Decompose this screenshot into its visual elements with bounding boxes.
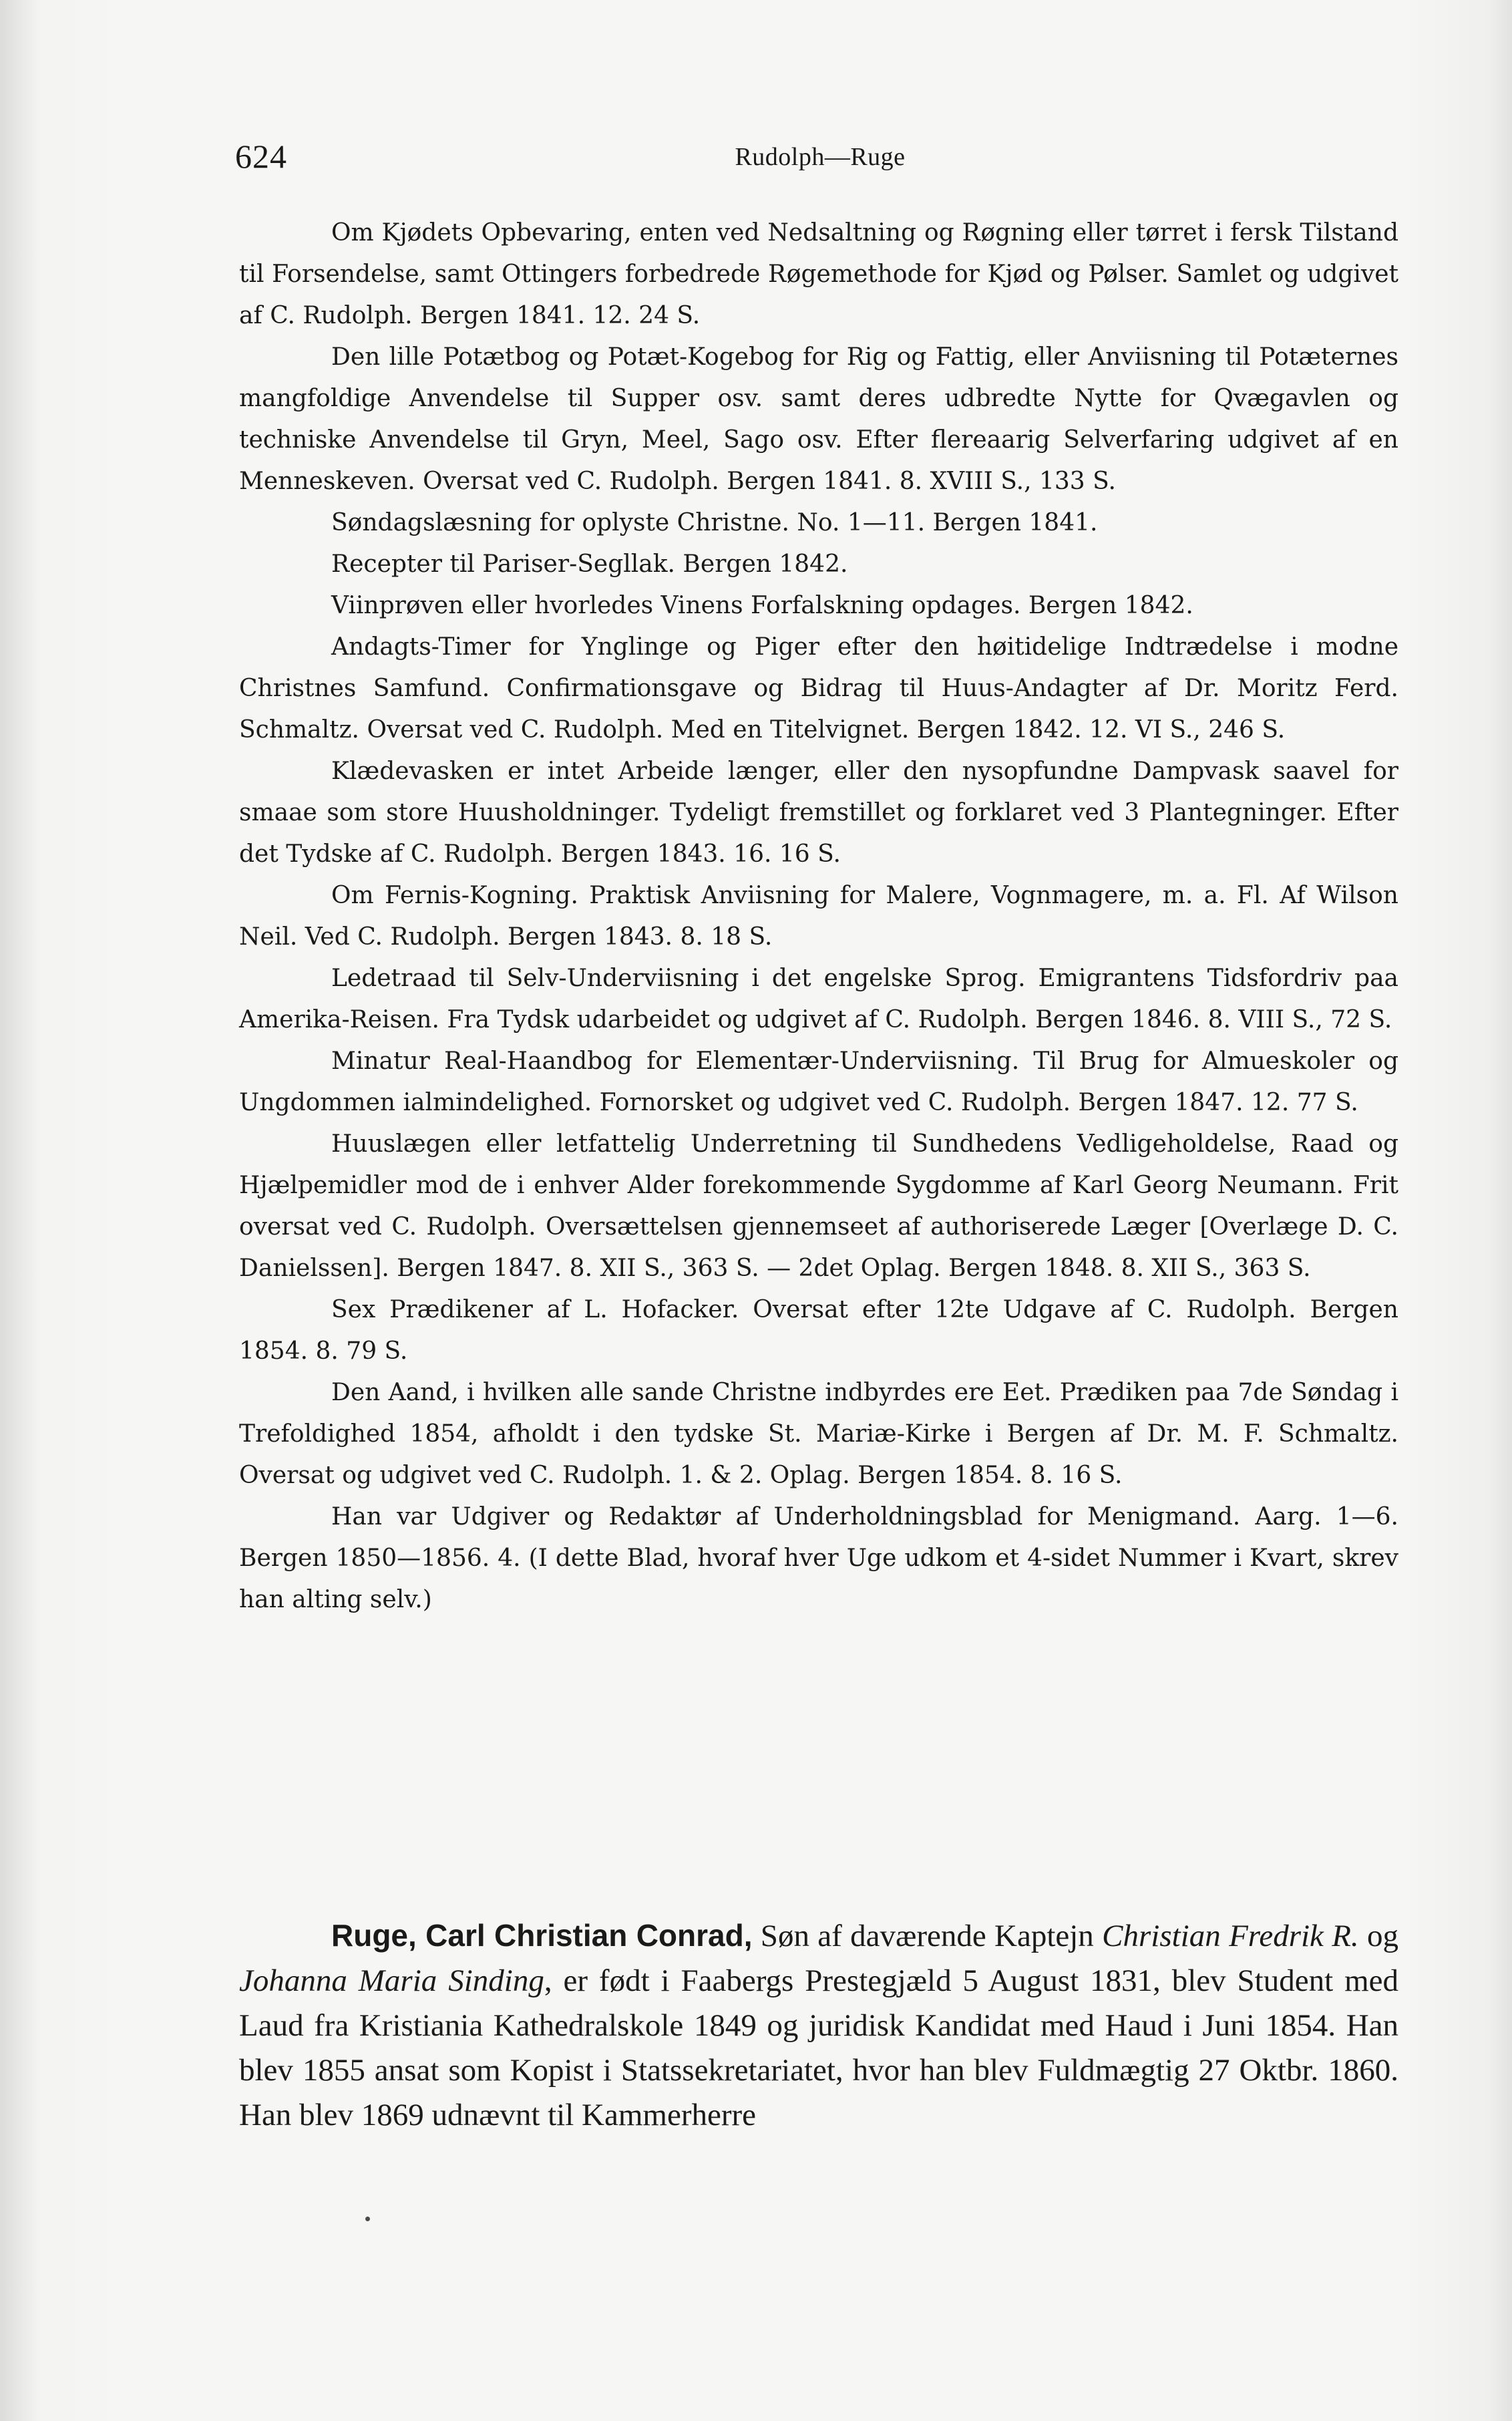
page-header (235, 137, 1405, 184)
biography-paragraph (239, 1913, 1398, 2138)
mother-name: Johanna Maria Sinding (239, 1963, 544, 1998)
biography-name: Ruge, Carl Christian Conrad, (331, 1918, 753, 1953)
biography-text: Søn af daværende Kaptejn (752, 1919, 1103, 1953)
page-number: 624 (235, 138, 287, 175)
bibliography-entry: Recepter til Pariser-Segllak. Bergen 1842. (331, 550, 848, 578)
bibliography-entry: Ledetraad til Selv-Underviisning i det engelske Sprog. Emigrantens Tidsfordriv paa Amerika-Reisen. Fra Tydsk udarbeidet og udgivet af C. Rudolph. Bergen 1846. 8. VIII S., 72 S. (239, 965, 1398, 1033)
bibliography-entry: Andagts-Timer for Ynglinge og Piger efter den høitidelige Indtrædelse i modne Christnes Samfund. Confirmationsgave og Bidrag til Huus-Andagter af Dr. Moritz Ferd. Schmaltz. Oversat ved C. Rudolph. Med en Titelvignet. Bergen 1842. 12. VI S., 246 S. (239, 633, 1398, 744)
biography-text: , er født i Faabergs Prestegjæld 5 August 1831, blev Student med Laud fra Kristiania Kathedralskole 1849 og juridisk Kandidat med Haud i Juni 1854. Han blev 1855 ansat som Kopist i Statssekretariatet, hvor han blev Fuldmægtig 27 Oktbr. 1860. Han blev 1869 udnævnt til Kammerherre (239, 1963, 1399, 2132)
bibliography-entry: Om Fernis-Kogning. Praktisk Anviisning for Malere, Vognmagere, m. a. Fl. Af Wilson Neil. Ved C. Rudolph. Bergen 1843. 8. 18 S. (239, 882, 1398, 951)
bibliography-entry: Den lille Potætbog og Potæt-Kogebog for Rig og Fattig, eller Anviisning til Potæternes mangfoldige Anvendelse til Supper osv. samt deres udbredte Nytte for Qvægavlen og techniske Anvendelse til Gryn, Meel, Sago osv. Efter flereaarig Selverfaring udgivet af en Menneskeven. Oversat ved C. Rudolph. Bergen 1841. 8. XVIII S., 133 S. (239, 343, 1398, 495)
bibliography-entry: Viinprøven eller hvorledes Vinens Forfalskning opdages. Bergen 1842. (331, 592, 1193, 619)
bibliography-entry: Minatur Real-Haandbog for Elementær-Underviisning. Til Brug for Almueskoler og Ungdommen ialmindelighed. Fornorsket og udgivet ved C. Rudolph. Bergen 1847. 12. 77 S. (239, 1047, 1398, 1116)
bibliography-entry: Huuslægen eller letfattelig Underretning til Sundhedens Vedligeholdelse, Raad og Hjælpemidler mod de i enhver Alder forekommende Sygdomme af Karl Georg Neumann. Frit oversat ved C. Rudolph. Oversættelsen gjennemseet af authoriserede Læger [Overlæge D. C. Danielssen]. Bergen 1847. 8. XII S., 363 S. — 2det Oplag. Bergen 1848. 8. XII S., 363 S. (239, 1130, 1398, 1282)
bibliography-entry: Klædevasken er intet Arbeide længer, eller den nysopfundne Dampvask saavel for smaae som store Huusholdninger. Tydeligt fremstillet og forklaret ved 3 Plantegninger. Efter det Tydske af C. Rudolph. Bergen 1843. 16. 16 S. (239, 758, 1398, 868)
ink-speck (365, 2217, 370, 2221)
bibliography-entry: Om Kjødets Opbevaring, enten ved Nedsaltning og Røgning eller tørret i fersk Tilstand til Forsendelse, samt Ottingers forbedrede Røgemethode for Kjød og Pølser. Samlet og udgivet af C. Rudolph. Bergen 1841. 12. 24 S. (239, 219, 1398, 329)
bibliography-entry: Søndagslæsning for oplyste Christne. No. 1—11. Bergen 1841. (331, 509, 1098, 536)
bibliography-entry: Sex Prædikener af L. Hofacker. Oversat efter 12te Udgave af C. Rudolph. Bergen 1854. 8. 79 S. (239, 1296, 1398, 1365)
biography-text: og (1358, 1919, 1399, 1953)
father-name: Christian Fredrik R. (1102, 1919, 1359, 1953)
bibliography-list (239, 212, 1398, 1621)
bibliography-entry: Han var Udgiver og Redaktør af Underholdningsblad for Menigmand. Aarg. 1—6. Bergen 1850—1856. 4. (I dette Blad, hvoraf hver Uge udkom et 4-sidet Nummer i Kvart, skrev han alting selv.) (239, 1503, 1398, 1613)
biography-section (239, 1913, 1398, 2138)
bibliography-entry: Den Aand, i hvilken alle sande Christne indbyrdes ere Eet. Prædiken paa 7de Søndag i Trefoldighed 1854, afholdt i den tydske St. Mariæ-Kirke i Bergen af Dr. M. F. Schmaltz. Oversat og udgivet ved C. Rudolph. 1. & 2. Oplag. Bergen 1854. 8. 16 S. (239, 1379, 1398, 1489)
running-head: Rudolph—Ruge (735, 143, 906, 171)
